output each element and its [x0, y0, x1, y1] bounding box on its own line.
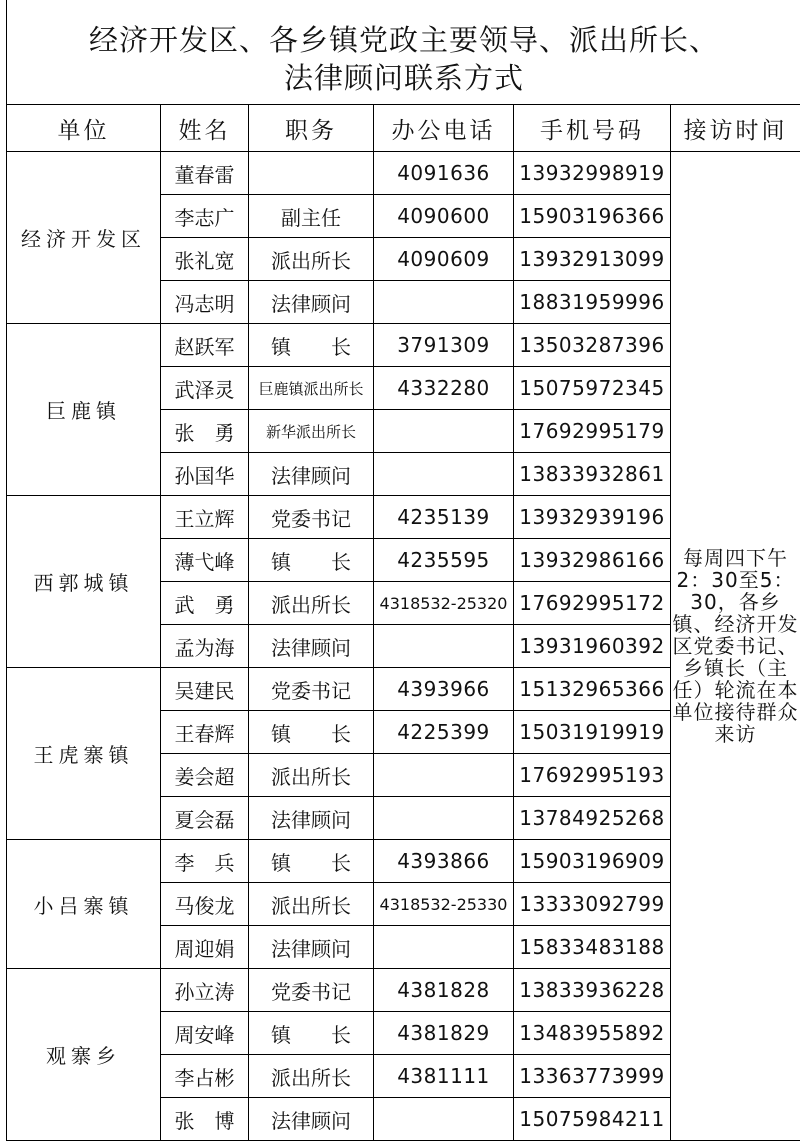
position-cell[interactable]: 派出所长: [249, 582, 374, 625]
name-cell[interactable]: 冯志明: [161, 281, 249, 324]
name-cell[interactable]: 李占彬: [161, 1055, 249, 1098]
header-unit[interactable]: 单位: [7, 105, 161, 152]
position-cell[interactable]: 法律顾问: [249, 926, 374, 969]
position-cell[interactable]: 镇 长: [249, 1012, 374, 1055]
name-cell[interactable]: 姜会超: [161, 754, 249, 797]
office-phone-cell[interactable]: 4318532-25320: [374, 582, 514, 625]
mobile-cell[interactable]: 13503287396: [514, 324, 671, 367]
mobile-cell[interactable]: 15075984211: [514, 1098, 671, 1141]
header-row: [7, 105, 800, 152]
position-cell[interactable]: 副主任: [249, 195, 374, 238]
header-office-phone[interactable]: 办公电话: [374, 105, 514, 152]
unit-cell[interactable]: 小吕寨镇: [7, 840, 161, 969]
office-phone-cell[interactable]: 4393866: [374, 840, 514, 883]
position-cell[interactable]: 法律顾问: [249, 281, 374, 324]
name-cell[interactable]: 赵跃军: [161, 324, 249, 367]
name-cell[interactable]: 王立辉: [161, 496, 249, 539]
name-cell[interactable]: 王春辉: [161, 711, 249, 754]
name-cell[interactable]: 李志广: [161, 195, 249, 238]
mobile-cell[interactable]: 15031919919: [514, 711, 671, 754]
name-cell[interactable]: 孟为海: [161, 625, 249, 668]
office-phone-cell[interactable]: 4225399: [374, 711, 514, 754]
position-cell[interactable]: 镇 长: [249, 840, 374, 883]
position-cell[interactable]: 法律顾问: [249, 1098, 374, 1141]
name-cell[interactable]: 孙立涛: [161, 969, 249, 1012]
position-cell[interactable]: 巨鹿镇派出所长: [249, 367, 374, 410]
position-cell[interactable]: 法律顾问: [249, 625, 374, 668]
reception-time-cell[interactable]: [671, 152, 800, 1141]
office-phone-cell[interactable]: 4381828: [374, 969, 514, 1012]
office-phone-cell[interactable]: 4381111: [374, 1055, 514, 1098]
office-phone-cell[interactable]: 3791309: [374, 324, 514, 367]
mobile-cell[interactable]: 13931960392: [514, 625, 671, 668]
name-cell[interactable]: 武 勇: [161, 582, 249, 625]
position-cell[interactable]: 派出所长: [249, 238, 374, 281]
mobile-cell[interactable]: 15132965366: [514, 668, 671, 711]
mobile-cell[interactable]: 17692995193: [514, 754, 671, 797]
header-mobile[interactable]: 手机号码: [514, 105, 671, 152]
mobile-cell[interactable]: 15903196909: [514, 840, 671, 883]
office-phone-cell[interactable]: 4090609: [374, 238, 514, 281]
position-cell[interactable]: 党委书记: [249, 668, 374, 711]
position-cell[interactable]: 镇 长: [249, 324, 374, 367]
office-phone-cell[interactable]: [374, 410, 514, 453]
document-title-line-1: 经济开发区、各乡镇党政主要领导、派出所长、: [88, 23, 719, 57]
unit-cell[interactable]: 巨鹿镇: [7, 324, 161, 496]
name-cell[interactable]: 武泽灵: [161, 367, 249, 410]
unit-cell[interactable]: 西郭城镇: [7, 496, 161, 668]
contact-table: [6, 104, 800, 1141]
position-cell[interactable]: [249, 152, 374, 195]
name-cell[interactable]: 周迎娟: [161, 926, 249, 969]
office-phone-cell[interactable]: [374, 625, 514, 668]
header-position[interactable]: 职务: [249, 105, 374, 152]
table-body: [7, 152, 800, 1141]
office-phone-cell[interactable]: [374, 1098, 514, 1141]
unit-cell[interactable]: 观寨乡: [7, 969, 161, 1141]
unit-cell[interactable]: 经济开发区: [7, 152, 161, 324]
position-cell[interactable]: 镇 长: [249, 539, 374, 582]
office-phone-cell[interactable]: [374, 754, 514, 797]
name-cell[interactable]: 孙国华: [161, 453, 249, 496]
mobile-cell[interactable]: 13932998919: [514, 152, 671, 195]
mobile-cell[interactable]: 15903196366: [514, 195, 671, 238]
mobile-cell[interactable]: 18831959996: [514, 281, 671, 324]
mobile-cell[interactable]: 17692995179: [514, 410, 671, 453]
name-cell[interactable]: 夏会磊: [161, 797, 249, 840]
mobile-cell[interactable]: 13932986166: [514, 539, 671, 582]
name-cell[interactable]: 张 勇: [161, 410, 249, 453]
position-cell[interactable]: 派出所长: [249, 1055, 374, 1098]
mobile-cell[interactable]: 13784925268: [514, 797, 671, 840]
title-area: [6, 0, 800, 104]
name-cell[interactable]: 张礼宽: [161, 238, 249, 281]
position-cell[interactable]: 派出所长: [249, 754, 374, 797]
name-cell[interactable]: 薄弋峰: [161, 539, 249, 582]
office-phone-cell[interactable]: 4393966: [374, 668, 514, 711]
office-phone-cell[interactable]: [374, 281, 514, 324]
position-cell[interactable]: 新华派出所长: [249, 410, 374, 453]
document-title-line-2: 法律顾问联系方式: [283, 61, 524, 95]
office-phone-cell[interactable]: 4332280: [374, 367, 514, 410]
mobile-cell[interactable]: 13333092799: [514, 883, 671, 926]
unit-cell[interactable]: 王虎寨镇: [7, 668, 161, 840]
mobile-cell[interactable]: 13833936228: [514, 969, 671, 1012]
mobile-cell[interactable]: 13833932861: [514, 453, 671, 496]
office-phone-cell[interactable]: 4235139: [374, 496, 514, 539]
position-cell[interactable]: 党委书记: [249, 969, 374, 1012]
position-cell[interactable]: 法律顾问: [249, 797, 374, 840]
name-cell[interactable]: 周安峰: [161, 1012, 249, 1055]
mobile-cell[interactable]: 13483955892: [514, 1012, 671, 1055]
position-cell[interactable]: 派出所长: [249, 883, 374, 926]
office-phone-cell[interactable]: 4090600: [374, 195, 514, 238]
mobile-cell[interactable]: 15075972345: [514, 367, 671, 410]
office-phone-cell[interactable]: 4381829: [374, 1012, 514, 1055]
mobile-cell[interactable]: 15833483188: [514, 926, 671, 969]
header-reception-time[interactable]: 接访时间: [671, 105, 800, 152]
table-row: [7, 152, 800, 195]
reception-note: 每周四下午2：30至5：30，各乡镇、经济开发区党委书记、乡镇长（主任）轮流在本单位接待群众来访: [672, 546, 799, 746]
mobile-cell[interactable]: 13932913099: [514, 238, 671, 281]
position-cell[interactable]: 法律顾问: [249, 453, 374, 496]
office-phone-cell[interactable]: 4091636: [374, 152, 514, 195]
office-phone-cell[interactable]: [374, 797, 514, 840]
mobile-cell[interactable]: 13932939196: [514, 496, 671, 539]
mobile-cell[interactable]: 17692995172: [514, 582, 671, 625]
office-phone-cell[interactable]: 4318532-25330: [374, 883, 514, 926]
office-phone-cell[interactable]: [374, 453, 514, 496]
name-cell[interactable]: 张 博: [161, 1098, 249, 1141]
name-cell[interactable]: 董春雷: [161, 152, 249, 195]
office-phone-cell[interactable]: [374, 926, 514, 969]
mobile-cell[interactable]: 13363773999: [514, 1055, 671, 1098]
name-cell[interactable]: 李 兵: [161, 840, 249, 883]
header-name[interactable]: 姓名: [161, 105, 249, 152]
position-cell[interactable]: 党委书记: [249, 496, 374, 539]
position-cell[interactable]: 镇 长: [249, 711, 374, 754]
name-cell[interactable]: 吴建民: [161, 668, 249, 711]
name-cell[interactable]: 马俊龙: [161, 883, 249, 926]
office-phone-cell[interactable]: 4235595: [374, 539, 514, 582]
